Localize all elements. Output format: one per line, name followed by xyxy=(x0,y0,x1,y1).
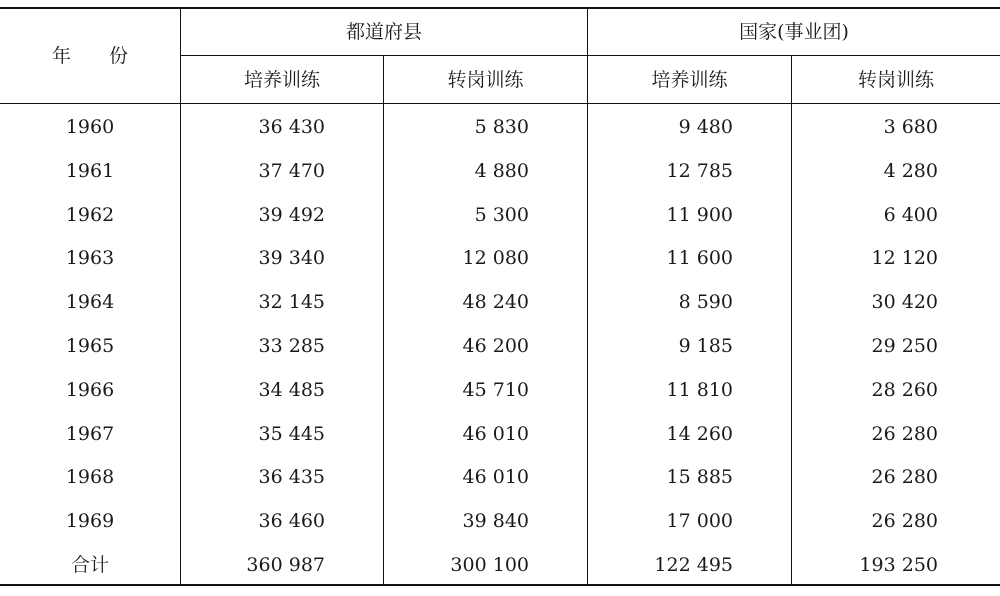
year-cell: 1963 xyxy=(65,247,115,269)
national-transfer-cell: 12 120 xyxy=(871,247,938,269)
national-transfer-cell: 193 250 xyxy=(859,554,938,576)
national-transfer-cell: 30 420 xyxy=(871,291,938,313)
prefecture-transfer-cell: 46 010 xyxy=(462,423,529,445)
prefecture-transfer-cell: 300 100 xyxy=(450,554,529,576)
prefecture-training-cell: 33 285 xyxy=(258,335,325,357)
top-rule xyxy=(0,7,1000,9)
prefecture-transfer-cell: 45 710 xyxy=(462,379,529,401)
national-training-cell: 11 810 xyxy=(666,379,733,401)
prefecture-training-cell: 36 460 xyxy=(258,510,325,532)
prefecture-training-cell: 39 492 xyxy=(258,204,325,226)
prefecture-training-header: 培养训练 xyxy=(243,69,320,91)
national-transfer-cell: 26 280 xyxy=(871,466,938,488)
prefecture-transfer-cell: 48 240 xyxy=(462,291,529,313)
year-cell: 1962 xyxy=(65,204,115,226)
year-cell: 1968 xyxy=(65,466,115,488)
prefecture-training-cell: 37 470 xyxy=(258,160,325,182)
prefecture-training-cell: 32 145 xyxy=(258,291,325,313)
year-cell: 1960 xyxy=(65,116,115,138)
bottom-rule xyxy=(0,584,1000,586)
prefecture-group-header: 都道府县 xyxy=(345,21,422,43)
prefecture-transfer-cell: 5 830 xyxy=(474,116,529,138)
national-group-header: 国家(事业团) xyxy=(739,21,849,43)
national-transfer-cell: 28 260 xyxy=(871,379,938,401)
year-cell: 1966 xyxy=(65,379,115,401)
year-header: 年 份 xyxy=(51,45,128,67)
prefecture-transfer-cell: 46 010 xyxy=(462,466,529,488)
prefecture-transfer-cell: 12 080 xyxy=(462,247,529,269)
national-training-cell: 15 885 xyxy=(666,466,733,488)
national-training-cell: 8 590 xyxy=(678,291,733,313)
national-training-cell: 14 260 xyxy=(666,423,733,445)
year-cell: 1967 xyxy=(65,423,115,445)
header-bottom-rule xyxy=(0,103,1000,104)
prefecture-training-cell: 39 340 xyxy=(258,247,325,269)
prefecture-training-cell: 36 435 xyxy=(258,466,325,488)
national-training-cell: 11 900 xyxy=(666,204,733,226)
prefecture-transfer-cell: 5 300 xyxy=(474,204,529,226)
national-training-cell: 9 480 xyxy=(678,116,733,138)
national-transfer-cell: 6 400 xyxy=(883,204,938,226)
year-cell: 合计 xyxy=(70,554,109,576)
national-transfer-cell: 3 680 xyxy=(883,116,938,138)
national-transfer-cell: 26 280 xyxy=(871,423,938,445)
national-transfer-header: 转岗训练 xyxy=(857,69,934,91)
prefecture-training-cell: 35 445 xyxy=(258,423,325,445)
national-training-cell: 122 495 xyxy=(654,554,733,576)
prefecture-transfer-cell: 4 880 xyxy=(474,160,529,182)
prefecture-transfer-header: 转岗训练 xyxy=(447,69,524,91)
prefecture-transfer-cell: 39 840 xyxy=(462,510,529,532)
national-transfer-cell: 29 250 xyxy=(871,335,938,357)
year-cell: 1969 xyxy=(65,510,115,532)
year-cell: 1964 xyxy=(65,291,115,313)
prefecture-training-cell: 360 987 xyxy=(246,554,325,576)
year-cell: 1961 xyxy=(65,160,115,182)
group-header-rule xyxy=(180,55,1000,56)
national-transfer-cell: 26 280 xyxy=(871,510,938,532)
national-training-cell: 12 785 xyxy=(666,160,733,182)
national-training-cell: 11 600 xyxy=(666,247,733,269)
national-training-cell: 9 185 xyxy=(678,335,733,357)
year-cell: 1965 xyxy=(65,335,115,357)
prefecture-training-cell: 34 485 xyxy=(258,379,325,401)
prefecture-transfer-cell: 46 200 xyxy=(462,335,529,357)
national-transfer-cell: 4 280 xyxy=(883,160,938,182)
national-training-header: 培养训练 xyxy=(651,69,728,91)
prefecture-training-cell: 36 430 xyxy=(258,116,325,138)
national-training-cell: 17 000 xyxy=(666,510,733,532)
